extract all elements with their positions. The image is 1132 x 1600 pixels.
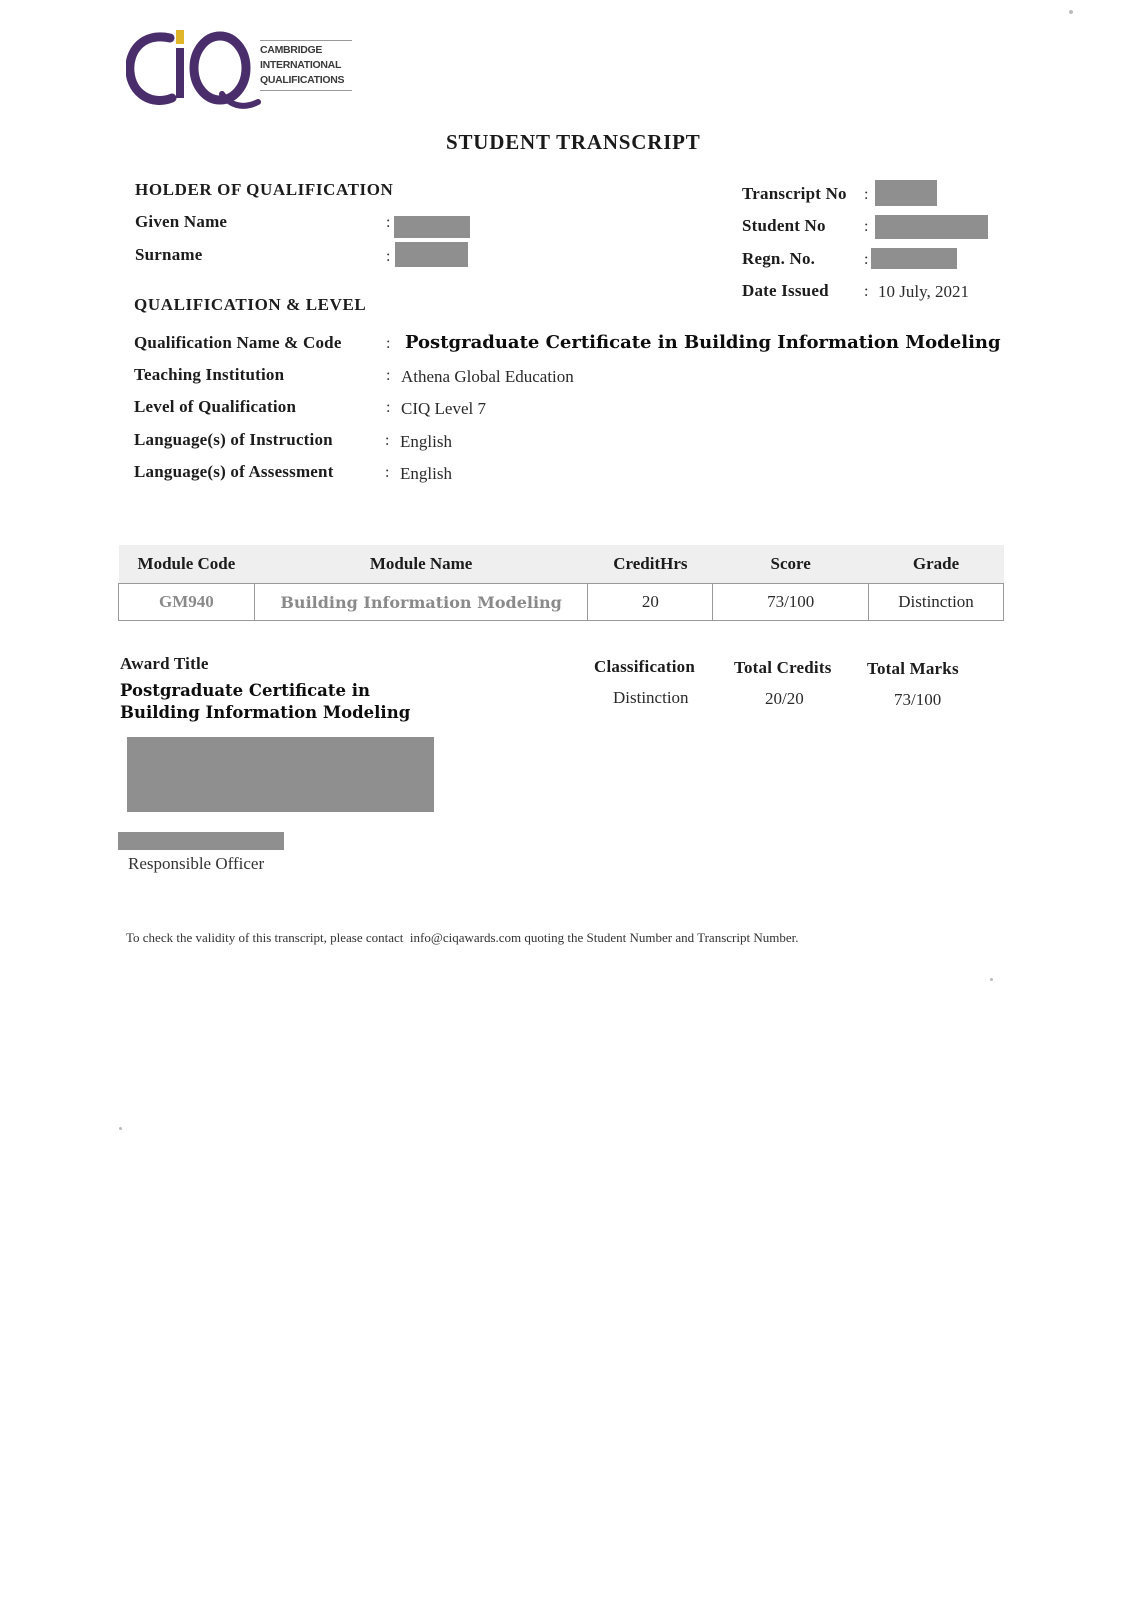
- module-code-cell: GM940: [119, 584, 255, 621]
- surname-redaction: [395, 242, 468, 267]
- teaching-institution-colon: :: [386, 367, 391, 384]
- surname-colon: :: [386, 248, 391, 265]
- instruction-language-value: English: [400, 432, 452, 451]
- transcript-no-colon: :: [864, 186, 869, 203]
- student-no-label: Student No: [742, 216, 826, 235]
- credit-hrs-cell: 20: [588, 584, 713, 621]
- module-code-header: Module Code: [119, 545, 255, 584]
- teaching-institution-label: Teaching Institution: [134, 365, 285, 384]
- score-cell: 73/100: [713, 584, 869, 621]
- module-table: [118, 545, 1004, 621]
- regn-no-colon: :: [864, 251, 869, 268]
- award-title-value: [120, 680, 410, 724]
- regn-no-label: Regn. No.: [742, 249, 816, 268]
- classification-value: Distinction: [613, 688, 689, 707]
- logo-line-1: CAMBRIDGE: [260, 44, 323, 56]
- instruction-language-colon: :: [385, 432, 390, 449]
- module-name-header: Module Name: [254, 545, 588, 584]
- grade-cell: Distinction: [869, 584, 1004, 621]
- student-no-redaction: [875, 215, 988, 239]
- qualification-level-colon: :: [386, 399, 391, 416]
- award-title-line-2: Building Information Modeling: [120, 703, 411, 722]
- total-credits-label: Total Credits: [734, 658, 832, 677]
- assessment-language-label: Language(s) of Assessment: [134, 462, 334, 481]
- qualification-level-label: Level of Qualification: [134, 397, 297, 416]
- scan-speck: [119, 1127, 122, 1130]
- student-no-colon: :: [864, 218, 869, 235]
- qualification-level-value: CIQ Level 7: [401, 399, 486, 418]
- qualification-name-label: Qualification Name & Code: [134, 333, 342, 352]
- ciq-logo-wordmark: [260, 40, 352, 91]
- page-title: STUDENT TRANSCRIPT: [446, 130, 701, 154]
- score-header: Score: [713, 545, 869, 584]
- ciq-logo-mark: [126, 24, 266, 110]
- logo-line-3: QUALIFICATIONS: [260, 74, 345, 86]
- surname-label: Surname: [135, 245, 203, 264]
- given-name-colon: :: [386, 214, 391, 231]
- transcript-no-redaction: [875, 180, 937, 206]
- transcript-no-label: Transcript No: [742, 184, 847, 203]
- award-title-line-1: Postgraduate Certificate in: [120, 681, 370, 700]
- grade-header: Grade: [869, 545, 1004, 584]
- given-name-redaction: [394, 216, 470, 238]
- table-row: [119, 584, 1004, 621]
- responsible-officer-label: Responsible Officer: [128, 854, 265, 873]
- given-name-label: Given Name: [135, 212, 228, 231]
- credit-hrs-header: CreditHrs: [588, 545, 713, 584]
- officer-name-redaction: [118, 832, 284, 850]
- assessment-language-value: English: [400, 464, 452, 483]
- signature-redaction: [127, 737, 434, 812]
- instruction-language-label: Language(s) of Instruction: [134, 430, 333, 449]
- scan-speck: [990, 978, 993, 981]
- total-credits-value: 20/20: [765, 689, 804, 708]
- date-issued-label: Date Issued: [742, 281, 829, 300]
- date-issued-value: 10 July, 2021: [878, 282, 969, 301]
- logo-line-2: INTERNATIONAL: [260, 59, 342, 71]
- qualification-name-value: Postgraduate Certificate in Building Information Modeling: [405, 332, 1001, 353]
- teaching-institution-value: Athena Global Education: [401, 367, 574, 386]
- scan-speck: [1069, 10, 1073, 14]
- regn-no-redaction: [871, 248, 957, 269]
- validity-note: To check the validity of this transcript, please contact info@ciqawards.com quoting the Student Number and Transcript Number.: [126, 930, 799, 945]
- award-title-label: Award Title: [120, 654, 209, 673]
- total-marks-value: 73/100: [894, 690, 942, 709]
- holder-heading: HOLDER OF QUALIFICATION: [135, 180, 394, 199]
- qualification-name-colon: :: [386, 335, 391, 352]
- classification-label: Classification: [594, 657, 696, 676]
- total-marks-label: Total Marks: [867, 659, 959, 678]
- assessment-language-colon: :: [385, 464, 390, 481]
- qualification-heading: QUALIFICATION & LEVEL: [134, 295, 367, 314]
- module-name-cell: Building Information Modeling: [254, 584, 588, 621]
- date-issued-colon: :: [864, 283, 869, 300]
- module-table-header-row: [119, 545, 1004, 584]
